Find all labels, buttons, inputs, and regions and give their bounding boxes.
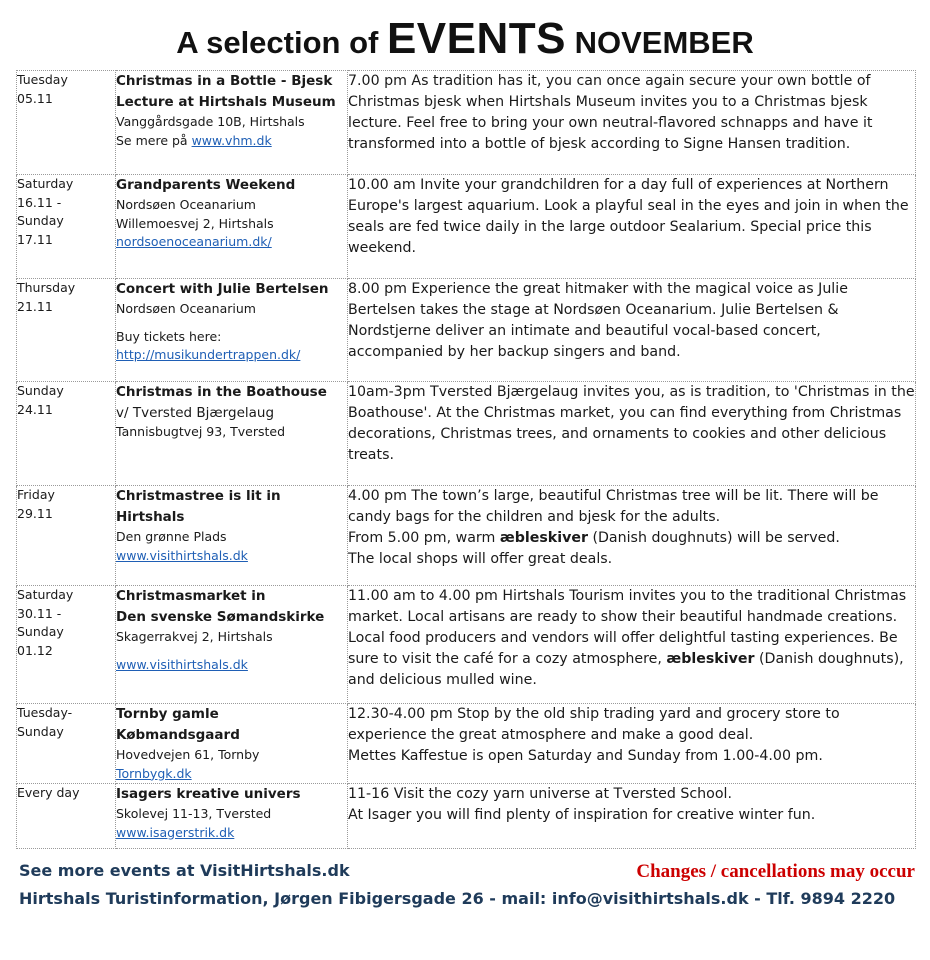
event-title: Hirtshals — [116, 509, 185, 525]
event-row — [17, 486, 916, 586]
event-row — [17, 279, 916, 382]
event-link[interactable]: www.vhm.dk — [191, 132, 272, 148]
event-date: Saturday 30.11 - Sunday 01.12 — [17, 586, 116, 704]
event-title: Concert with Julie Bertelsen — [116, 281, 329, 297]
event-row — [17, 175, 916, 279]
event-venue: Nordsøen Oceanarium — [116, 301, 256, 316]
link-prefix: Se mere på — [116, 132, 192, 148]
event-info — [116, 175, 348, 279]
event-description: 12.30-4.00 pm Stop by the old ship trading yard and grocery store to experience the great atmosphere and make a good deal. Mettes Kaffestue is open Saturday and Sunday from 1.00-4.00 pm. — [348, 704, 916, 784]
event-link[interactable]: nordsoenoceanarium.dk/ — [116, 234, 272, 249]
event-row — [17, 382, 916, 486]
event-row — [17, 704, 916, 784]
event-description: 10am-3pm Tversted Bjærgelaug invites you, as is tradition, to 'Christmas in the Boathouse'. At the Christmas market, you can find everything from Christmas decorations, Christmas trees, and ornaments to cookies and other delicious treats. — [348, 382, 916, 486]
event-title: Christmasmarket in — [116, 588, 266, 604]
changes-notice: Changes / cancellations may occur — [636, 861, 915, 882]
see-more-link[interactable]: See more events at VisitHirtshals.dk — [19, 861, 350, 880]
event-info — [116, 486, 348, 586]
event-address: Hovedvejen 61, Tornby — [116, 747, 260, 762]
event-title: Christmastree is lit in — [116, 488, 281, 504]
event-venue: Nordsøen Oceanarium — [116, 197, 256, 212]
event-date: Tuesday- Sunday — [17, 704, 116, 784]
event-link[interactable]: www.isagerstrik.dk — [116, 824, 235, 840]
event-description: 11-16 Visit the cozy yarn universe at Tversted School. At Isager you will find plenty of inspiration for creative winter fun. — [348, 784, 916, 849]
event-address: Tannisbugtvej 93, Tversted — [116, 424, 286, 439]
contact-info: Hirtshals Turistinformation, Jørgen Fibigersgade 26 - mail: info@visithirtshals.dk - Tlf. 9894 2220 — [19, 889, 896, 908]
event-title: Christmas in a Bottle - Bjesk — [116, 73, 333, 89]
event-date: Saturday 16.11 - Sunday 17.11 — [17, 175, 116, 279]
event-info — [116, 586, 348, 704]
event-title: Christmas in the Boathouse — [116, 384, 327, 400]
events-table — [16, 70, 916, 849]
event-title: Grandparents Weekend — [116, 177, 296, 193]
event-date: Friday 29.11 — [17, 486, 116, 586]
event-row — [17, 586, 916, 704]
event-title: Den svenske Sømandskirke — [116, 609, 325, 625]
event-date: Tuesday 05.11 — [17, 71, 116, 175]
event-description: 7.00 pm As tradition has it, you can once again secure your own bottle of Christmas bjesk when Hirtshals Museum invites you to a Christmas bjesk lecture. Feel free to bring your own neutral-flavored schnapps and have it transformed into a bottle of bjesk according to Signe Hansen tradition. — [348, 71, 916, 175]
page-title: A selection of EVENTS NOVEMBER — [176, 14, 754, 63]
event-title: Lecture at Hirtshals Museum — [116, 94, 336, 110]
event-info — [116, 279, 348, 382]
event-info — [116, 784, 348, 849]
event-description: 11.00 am to 4.00 pm Hirtshals Tourism invites you to the traditional Christmas market. Local artisans are ready to show their beautiful handmade creations. Local food producers and vendors will offer delightful tasting experiences. Be sure to visit the café for a cozy atmosphere, æbleskiver (Danish doughnuts), and delicious mulled wine. — [348, 586, 916, 704]
event-address: Vanggårdsgade 10B, Hirtshals — [116, 114, 305, 129]
event-row — [17, 71, 916, 175]
event-link[interactable]: www.visithirtshals.dk — [116, 547, 248, 563]
event-link[interactable]: www.visithirtshals.dk — [116, 656, 248, 672]
event-date: Sunday 24.11 — [17, 382, 116, 486]
event-address: Skagerrakvej 2, Hirtshals — [116, 629, 273, 644]
event-info — [116, 382, 348, 486]
event-description: 8.00 pm Experience the great hitmaker with the magical voice as Julie Bertelsen takes the stage at Nordsøen Oceanarium. Julie Bertelsen & Nordstjerne deliver an intimate and beautiful vocal-based concert, accompanied by her backup singers and band. — [348, 279, 916, 382]
event-address: Den grønne Plads — [116, 529, 227, 544]
event-address: Willemoesvej 2, Hirtshals — [116, 215, 274, 231]
event-info — [116, 71, 348, 175]
event-date: Thursday 21.11 — [17, 279, 116, 382]
event-title: Tornby gamle Købmandsgaard — [116, 706, 240, 743]
ticket-label: Buy tickets here: — [116, 328, 222, 344]
event-date: Every day — [17, 784, 116, 849]
event-title: Isagers kreative univers — [116, 786, 301, 802]
event-link[interactable]: http://musikundertrappen.dk/ — [116, 347, 301, 362]
event-address: Skolevej 11-13, Tversted — [116, 806, 272, 821]
event-info — [116, 704, 348, 784]
event-host: v/ Tversted Bjærgelaug — [116, 405, 275, 421]
event-description: 4.00 pm The town’s large, beautiful Christmas tree will be lit. There will be candy bags for the children and bjesk for the adults. From 5.00 pm, warm æbleskiver (Danish doughnuts) will be served. The local shops will offer great deals. — [348, 486, 916, 586]
event-row — [17, 784, 916, 849]
event-link[interactable]: Tornbygk.dk — [116, 765, 192, 781]
event-description: 10.00 am Invite your grandchildren for a day full of experiences at Northern Europe's largest aquarium. Look a playful seal in the eyes and join in when the seals are fed twice daily in the large outdoor Sealarium. Special price this weekend. — [348, 175, 916, 279]
